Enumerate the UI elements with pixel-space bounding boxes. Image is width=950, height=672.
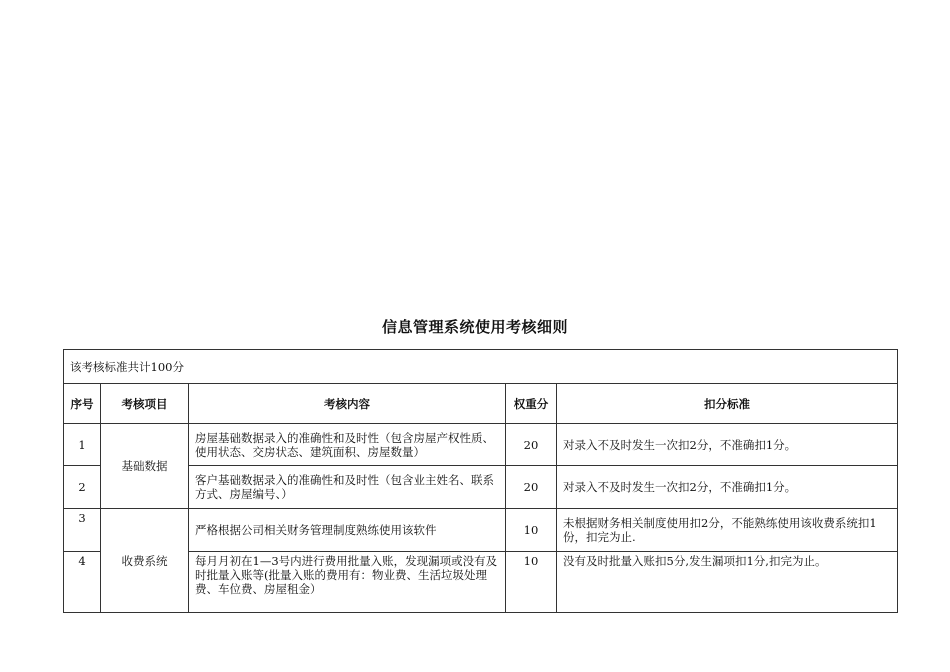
row-no: 3 <box>64 509 101 552</box>
summary-row <box>64 350 898 384</box>
row-weight: 10 <box>506 509 557 552</box>
header-row <box>64 384 898 424</box>
row-no: 4 <box>64 552 101 613</box>
group-basic-data: 基础数据 <box>101 424 189 509</box>
row-deduction: 对录入不及时发生一次扣2分，不准确扣1分。 <box>557 466 898 509</box>
row-content: 每月月初在1—3号内进行费用批量入账，发现漏项或没有及时批量入账等(批量入账的费用有：物业费、生活垃圾处理费、车位费、房屋租金） <box>189 552 506 613</box>
row-deduction: 没有及时批量入账扣5分,发生漏项扣1分,扣完为止。 <box>557 552 898 613</box>
assessment-table <box>63 349 898 613</box>
row-content: 房屋基础数据录入的准确性和及时性（包含房屋产权性质、使用状态、交房状态、建筑面积、房屋数量） <box>189 424 506 466</box>
table-row <box>64 509 898 552</box>
row-weight: 20 <box>506 466 557 509</box>
header-no: 序号 <box>64 384 101 424</box>
table-row <box>64 552 898 613</box>
row-deduction: 未根据财务相关制度使用扣2分，不能熟练使用该收费系统扣1份，扣完为止. <box>557 509 898 552</box>
header-content: 考核内容 <box>189 384 506 424</box>
row-content: 客户基础数据录入的准确性和及时性（包含业主姓名、联系方式、房屋编号、） <box>189 466 506 509</box>
table-row <box>64 466 898 509</box>
row-weight: 20 <box>506 424 557 466</box>
row-no: 1 <box>64 424 101 466</box>
header-weight: 权重分 <box>506 384 557 424</box>
table-row <box>64 424 898 466</box>
document-title: 信息管理系统使用考核细则 <box>381 318 568 336</box>
row-content: 严格根据公司相关财务管理制度熟练使用该软件 <box>189 509 506 552</box>
row-deduction: 对录入不及时发生一次扣2分，不准确扣1分。 <box>557 424 898 466</box>
header-deduction: 扣分标准 <box>557 384 898 424</box>
header-item: 考核项目 <box>101 384 189 424</box>
row-no: 2 <box>64 466 101 509</box>
summary-text: 该考核标准共计100分 <box>64 350 898 384</box>
group-billing-system: 收费系统 <box>101 509 189 613</box>
row-weight: 10 <box>506 552 557 613</box>
